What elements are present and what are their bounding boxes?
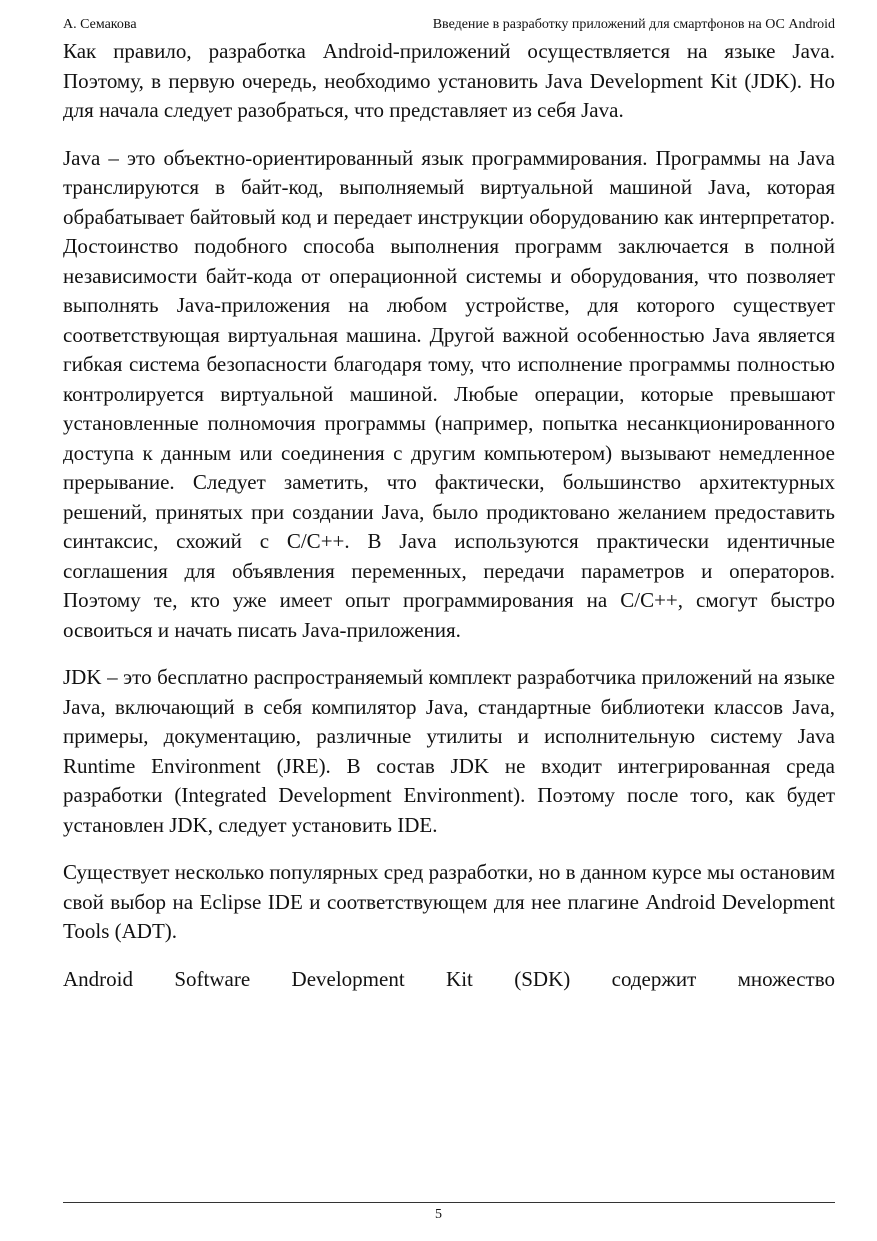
header-title: Введение в разработку приложений для смартфонов на ОС Android	[432, 17, 835, 32]
paragraph-intro: Как правило, разработка Android-приложений осуществляется на языке Java. Поэтому, в первую очередь, необходимо установить Java Development Kit (JDK). Но для начала следует разобраться, что представляет из себя Java.	[63, 39, 835, 122]
paragraph-sdk: Android Software Development Kit (SDK) содержит множество	[63, 966, 835, 991]
paragraph-java: Java – это объектно-ориентированный язык программирования. Программы на Java транслируются в байт-код, выполняемый виртуальной машиной Java, которая обрабатывает байтовый код и передает инструкции оборудованию как интерпретатор. Достоинство подобного способа выполнения программ заключается в полной независимости байт-кода от операционной системы и оборудования, что позволяет выполнять Java-приложения на любом устройстве, для которого существует соответствующая виртуальная машина. Другой важной особенностью Java является гибкая система безопасности благодаря тому, что исполнение программы полностью контролируется виртуальной машиной. Любые операции, которые превышают установленные полномочия программы (например, попытка несанкционированного доступа к данным или соединения с другим компьютером) вызывают немедленное прерывание. Следует заметить, что фактически, большинство архитектурных решений, принятых при создании Java, было продиктовано желанием предоставить синтаксис, схожий с C/C++. В Java используются практически идентичные соглашения для объявления переменных, передачи параметров и операторов. Поэтому те, кто уже имеет опыт программирования на C/C++, смогут быстро освоиться и начать писать Java-приложения.	[63, 145, 835, 642]
paragraph-ide: Существует несколько популярных сред разработки, но в данном курсе мы остановим свой выбор на Eclipse IDE и соответствующем для нее плагине Android Development Tools (ADT).	[63, 860, 835, 943]
page-body	[63, 37, 835, 994]
paragraph-jdk: JDK – это бесплатно распространяемый комплект разработчика приложений на языке Java, включающий в себя компилятор Java, стандартные библиотеки классов Java, примеры, документацию, различные утилиты и исполнительную систему Java Runtime Environment (JRE). В состав JDK не входит интегрированная среда разработки (Integrated Development Environment). Поэтому после того, как будет установлен JDK, следует установить IDE.	[63, 665, 835, 837]
page-header	[63, 15, 835, 35]
page-number: 5	[435, 1207, 442, 1222]
header-author: А. Семакова	[63, 17, 137, 32]
footer-divider	[63, 1202, 835, 1203]
